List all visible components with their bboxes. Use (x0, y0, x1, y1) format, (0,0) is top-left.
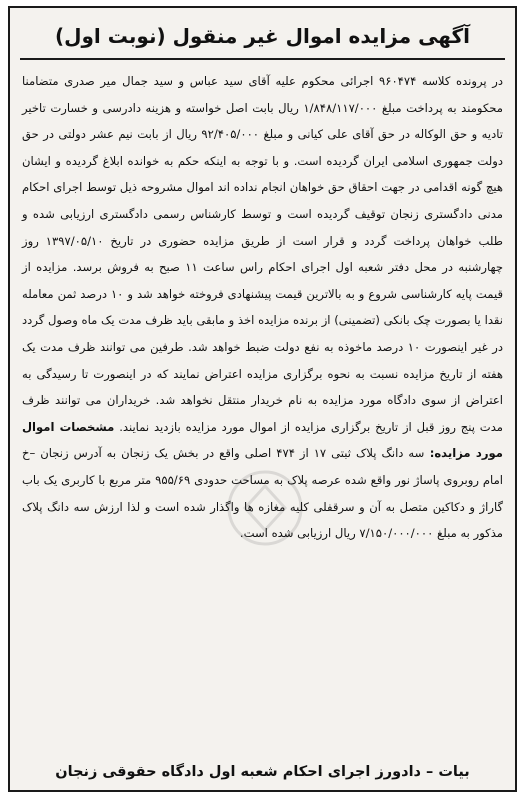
notice-body (22, 68, 503, 547)
title-bar (20, 14, 505, 60)
specs-text: سه دانگ پلاک ثبتی ۱۷ از ۴۷۴ اصلی واقع در بخش یک زنجان به آدرس زنجان –خ امام روبروی پاساژ نور واقع شده عرصه پلاک به مساحت حدودی ۹۵۵/۶۹ متر مربع با کاربری یک باب گاراژ و دکاکین متصل به آن و سرقفلی کلیه مغازه ها واگذار شده است و لذا ارزش سه دانگ پلاک مذکور به مبلغ ۷/۱۵۰/۰۰۰/۰۰۰ ریال ارزیابی شده است. (22, 446, 503, 541)
notice-title: آگهی مزایده اموال غیر منقول (نوبت اول) (55, 24, 470, 48)
notice-paragraph: در پرونده کلاسه ۹۶۰۴۷۴ اجرائی محکوم علیه آقای سید عباس و سید جمال میر صدری متضامنا محکومند به پرداخت مبلغ ۱/۸۴۸/۱۱۷/۰۰۰ ریال بابت اصل خواسته و هزینه دادرسی و خسارت تاخیر تادیه و حق الوکاله در حق آقای علی کیانی و مبلغ ۹۲/۴۰۵/۰۰۰ ریال از بابت نیم عشر دولتی در حق دولت جمهوری اسلامی ایران گردیده است. و با توجه به اینکه حکم به خوانده ابلاغ گردیده و ایشان هیچ گونه اقدامی در جهت احقاق حق خواهان انجام نداده اند اموال مشروحه ذیل توسط اجرای احکام مدنی دادگستری زنجان توقیف گردیده است و توسط کارشناس رسمی دادگستری ارزیابی شده و طلب خواهان پرداخت گردد و قرار است از طریق مزایده حضوری در تاریخ ۱۳۹۷/۰۵/۱۰ روز چهارشنبه در محل دفتر شعبه اول اجرای احکام راس ساعت ۱۱ صبح به فروش برسد. مزایده از قیمت پایه کارشناسی شروع و به بالاترین قیمت پیشنهادی فروخته خواهد شد و ۱۰ درصد ثمن معامله نقدا یا بصورت چک بانکی (تضمینی) از برنده مزایده اخذ و مابقی باید ظرف مدت یک ماه وصول گردد در غیر اینصورت ۱۰ درصد ماخوذه به نفع دولت ضبط خواهد شد. طرفین می توانند ظرف مدت یک هفته از تاریخ مزایده نسبت به نحوه برگزاری مزایده اعتراض نمایند که در اینصورت تا رسیدگی به اعتراض از سوی دادگاه مورد مزایده به نام خریدار منتقل نخواهد شد. خریداران می توانند ظرف مدت پنج روز قبل از تاریخ برگزاری مزایده از اموال مورد مزایده بازدید نمایند. (22, 74, 504, 434)
notice-footer: بیات – دادورز اجرای احکام شعبه اول دادگاه حقوقی زنجان (55, 764, 470, 780)
auction-notice (8, 6, 517, 792)
specs-heading: مشخصات اموال مورد مزایده: (22, 419, 503, 461)
